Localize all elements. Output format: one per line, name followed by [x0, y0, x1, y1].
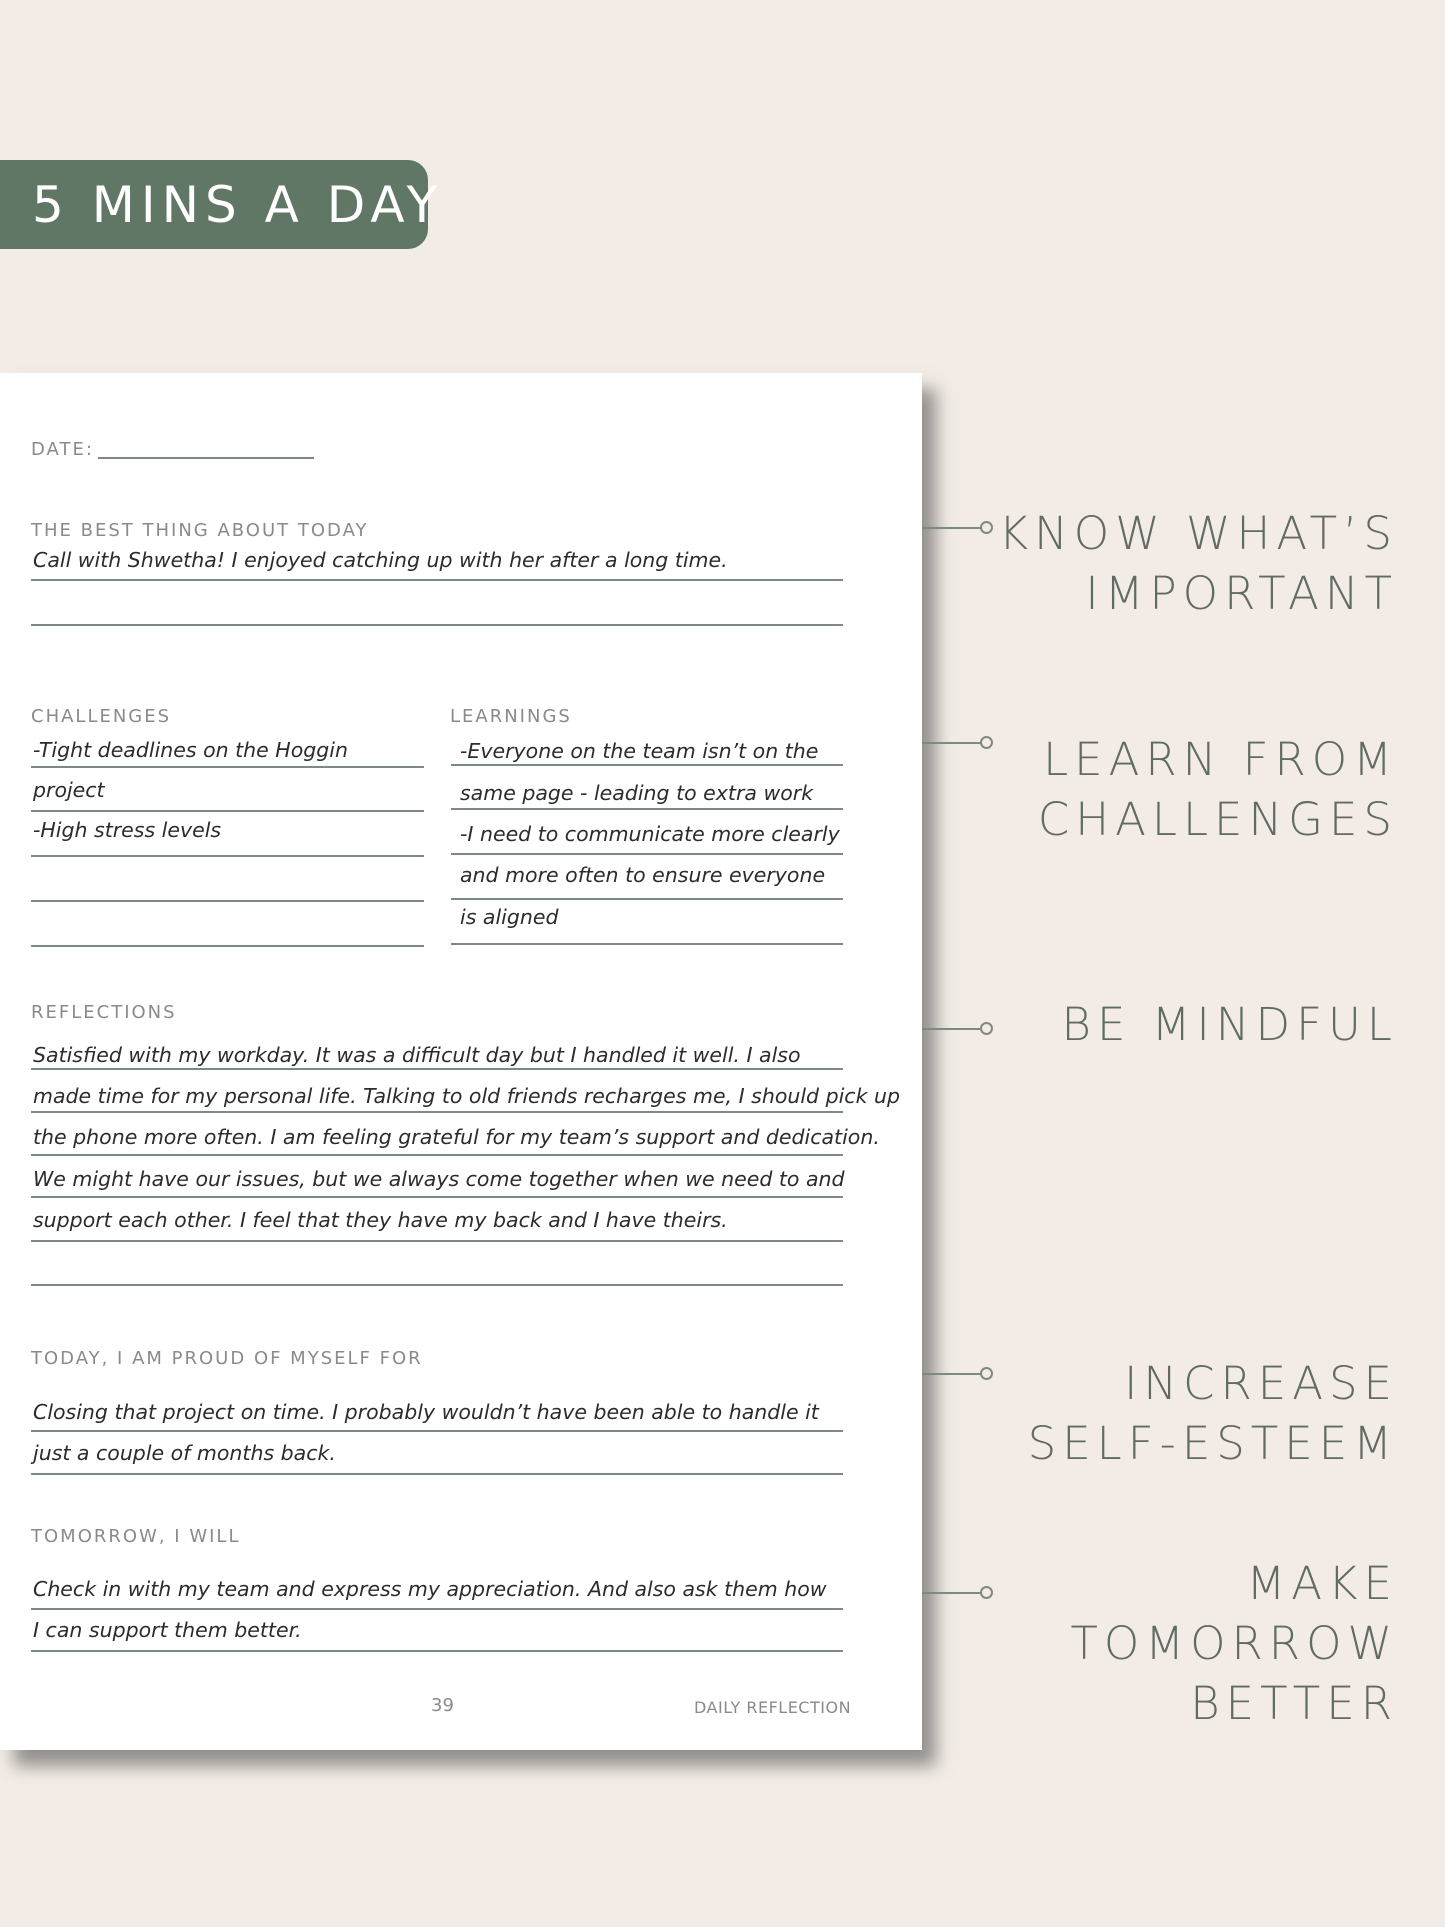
learnings-label: LEARNINGS — [450, 706, 572, 727]
proud-line — [31, 1473, 843, 1475]
reflections-label: REFLECTIONS — [31, 1002, 177, 1023]
tomorrow-line — [31, 1650, 843, 1652]
reflections-text: support each other. I feel that they have my back and I have theirs. — [33, 1208, 728, 1232]
tomorrow-text: Check in with my team and express my appreciation. And also ask them how — [33, 1577, 827, 1601]
challenges-line — [31, 810, 424, 812]
learnings-line — [451, 808, 843, 810]
best-thing-label: THE BEST THING ABOUT TODAY — [31, 520, 369, 541]
reflections-text: made time for my personal life. Talking to old friends recharges me, I should pick up — [33, 1084, 900, 1108]
reflections-line — [31, 1068, 843, 1070]
page-number: 39 — [431, 1695, 454, 1716]
benefit-line: MAKE — [1246, 1557, 1398, 1610]
banner-title: 5 MINS A DAY — [0, 160, 428, 249]
challenges-line — [31, 945, 424, 947]
benefit-increase-self-esteem — [1028, 1354, 1398, 1474]
connector-dot — [980, 1022, 993, 1035]
benefit-line: BETTER — [1190, 1677, 1398, 1730]
learnings-text: -I need to communicate more clearly — [460, 822, 840, 846]
tomorrow-text: I can support them better. — [33, 1618, 302, 1642]
best-thing-line — [31, 624, 843, 626]
date-line — [98, 457, 314, 459]
benefit-line: LEARN FROM — [1043, 733, 1398, 786]
challenges-line — [31, 900, 424, 902]
proud-line — [31, 1430, 843, 1432]
reflections-line — [31, 1196, 843, 1198]
date-label: DATE: — [31, 439, 94, 460]
benefit-line: INCREASE — [1124, 1357, 1398, 1410]
learnings-line — [451, 943, 843, 945]
benefit-line: CHALLENGES — [1037, 793, 1398, 846]
connector-line — [922, 1373, 986, 1375]
benefit-learn-challenges — [1038, 730, 1398, 850]
journal-sheet — [0, 373, 922, 1750]
benefit-be-mindful — [1061, 995, 1398, 1055]
benefit-line: SELF-ESTEEM — [1027, 1417, 1398, 1470]
connector-dot — [980, 521, 993, 534]
reflections-line — [31, 1240, 843, 1242]
reflections-text: Satisfied with my workday. It was a difficult day but I handled it well. I also — [33, 1043, 801, 1067]
best-thing-line — [31, 579, 843, 581]
connector-line — [922, 527, 986, 529]
challenges-line — [31, 855, 424, 857]
connector-line — [922, 1592, 986, 1594]
benefit-line: IMPORTANT — [1085, 567, 1398, 620]
challenges-text: -Tight deadlines on the Hoggin — [33, 738, 348, 762]
tomorrow-line — [31, 1608, 843, 1610]
reflections-text: We might have our issues, but we always come together when we need to and — [33, 1167, 845, 1191]
reflections-text: the phone more often. I am feeling grateful for my team’s support and dedication. — [33, 1125, 880, 1149]
learnings-line — [451, 853, 843, 855]
connector-dot — [980, 1586, 993, 1599]
reflections-line — [31, 1284, 843, 1286]
proud-label: TODAY, I AM PROUD OF MYSELF FOR — [31, 1348, 423, 1369]
benefit-line: TOMORROW — [1070, 1617, 1398, 1670]
tomorrow-label: TOMORROW, I WILL — [31, 1526, 241, 1547]
learnings-text: same page - leading to extra work — [460, 781, 814, 805]
benefit-line: BE MINDFUL — [1061, 998, 1398, 1051]
challenges-text: project — [33, 778, 105, 802]
learnings-text: is aligned — [460, 905, 559, 929]
connector-line — [922, 742, 986, 744]
connector-dot — [980, 1367, 993, 1380]
learnings-line — [451, 898, 843, 900]
challenges-label: CHALLENGES — [31, 706, 172, 727]
learnings-text: and more often to ensure everyone — [460, 863, 826, 887]
benefit-line: KNOW WHAT’S — [998, 507, 1398, 560]
reflections-line — [31, 1111, 843, 1113]
proud-text: just a couple of months back. — [33, 1441, 336, 1465]
learnings-text: -Everyone on the team isn’t on the — [460, 739, 819, 763]
reflections-line — [31, 1154, 843, 1156]
footer-section-title: DAILY REFLECTION — [694, 1698, 852, 1717]
benefit-know-important — [999, 504, 1398, 624]
connector-dot — [980, 736, 993, 749]
connector-line — [922, 1028, 986, 1030]
benefit-make-tomorrow-better — [1070, 1554, 1398, 1734]
challenges-text: -High stress levels — [33, 818, 222, 842]
proud-text: Closing that project on time. I probably wouldn’t have been able to handle it — [33, 1400, 819, 1424]
challenges-line — [31, 766, 424, 768]
learnings-line — [451, 764, 843, 766]
best-thing-text: Call with Shwetha! I enjoyed catching up with her after a long time. — [33, 548, 728, 572]
